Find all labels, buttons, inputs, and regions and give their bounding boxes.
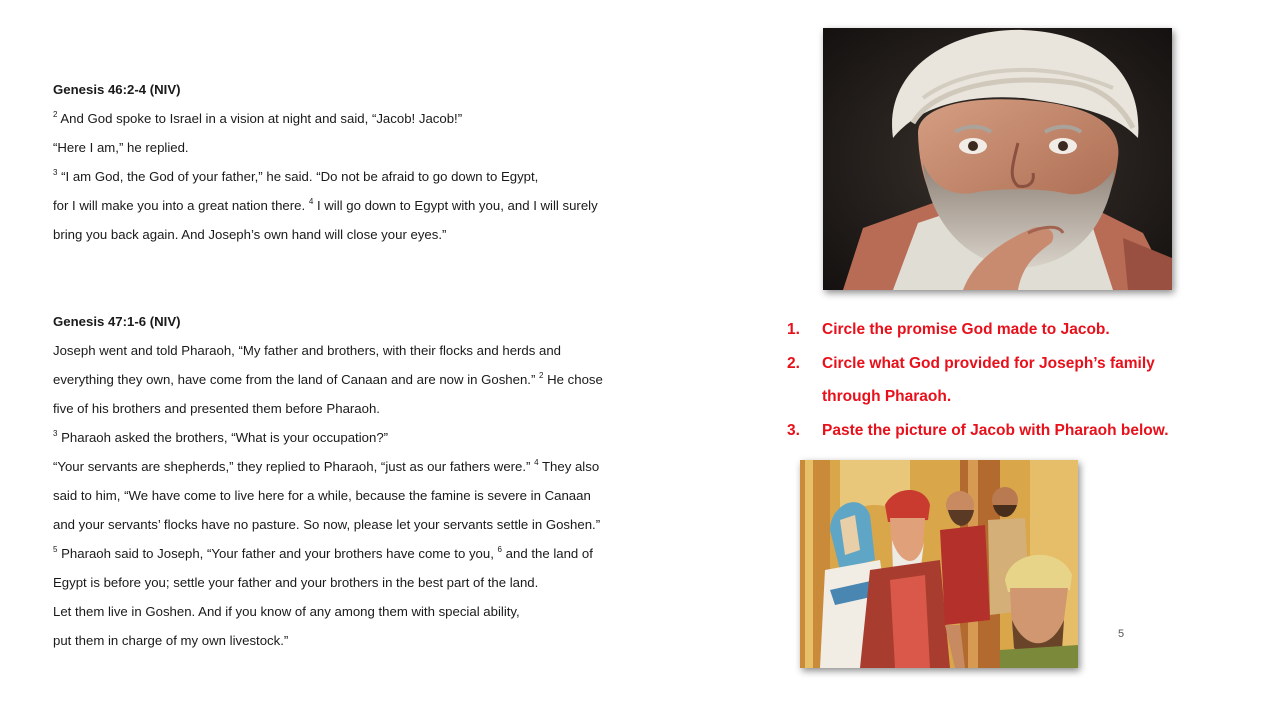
verse-line: said to him, “We have come to live here for a while, because the famine is severe in Canaan	[53, 488, 591, 503]
jacob-pharaoh-illustration	[800, 460, 1078, 668]
verse-line: put them in charge of my own livestock.”	[53, 633, 289, 648]
passage-genesis-46	[53, 75, 598, 249]
passage-genesis-47	[53, 307, 603, 655]
instruction-item	[787, 414, 1192, 448]
passage-reference: Genesis 46:2-4 (NIV)	[53, 82, 181, 97]
page-number: 5	[1118, 628, 1125, 640]
verse-line: $^5$ Pharaoh said to Joseph, “Your father and your brothers have come to you, $^6$ and the land of	[53, 545, 593, 561]
verse-line: for I will make you into a great nation there. $^4$ I will go down to Egypt with you, and I will surely	[53, 197, 598, 213]
instruction-number: 2.	[787, 354, 800, 372]
verse-line: Egypt is before you; settle your father and your brothers in the best part of the land.	[53, 575, 539, 590]
verse-line: $^3$ Pharaoh asked the brothers, “What is your occupation?”	[53, 429, 389, 445]
verse-line: bring you back again. And Joseph’s own hand will close your eyes.”	[53, 227, 447, 242]
verse-line: $^3$ “I am God, the God of your father,” he said. “Do not be afraid to go down to Egypt,	[53, 168, 539, 184]
passage-reference: Genesis 47:1-6 (NIV)	[53, 314, 181, 329]
instruction-item	[787, 347, 1192, 414]
jacob-photo	[823, 28, 1172, 290]
verse-line: and your servants’ flocks have no pasture. So now, please let your servants settle in Goshen.”	[53, 517, 601, 532]
instruction-number: 1.	[787, 321, 800, 338]
verse-line: $^2$ And God spoke to Israel in a vision at night and said, “Jacob! Jacob!”	[53, 110, 463, 126]
verse-line: everything they own, have come from the land of Canaan and are now in Goshen.” $^2$ He chose	[53, 371, 603, 387]
instruction-text: Circle the promise God made to Jacob.	[822, 321, 1110, 338]
verse-line: five of his brothers and presented them before Pharaoh.	[53, 401, 380, 416]
instruction-item	[787, 313, 1192, 347]
verse-line: “Here I am,” he replied.	[53, 140, 189, 155]
verse-line: Let them live in Goshen. And if you know of any among them with special ability,	[53, 604, 520, 619]
verse-line: Joseph went and told Pharaoh, “My father and brothers, with their flocks and herds and	[53, 343, 562, 358]
verse-line: “Your servants are shepherds,” they replied to Pharaoh, “just as our fathers were.” $^4$ They also	[53, 458, 600, 474]
instruction-number: 3.	[787, 421, 800, 439]
instruction-text: Circle what God provided for Joseph’s family through Pharaoh.	[822, 354, 1155, 405]
instruction-text: Paste the picture of Jacob with Pharaoh below.	[822, 421, 1169, 439]
instruction-list	[787, 313, 1192, 447]
